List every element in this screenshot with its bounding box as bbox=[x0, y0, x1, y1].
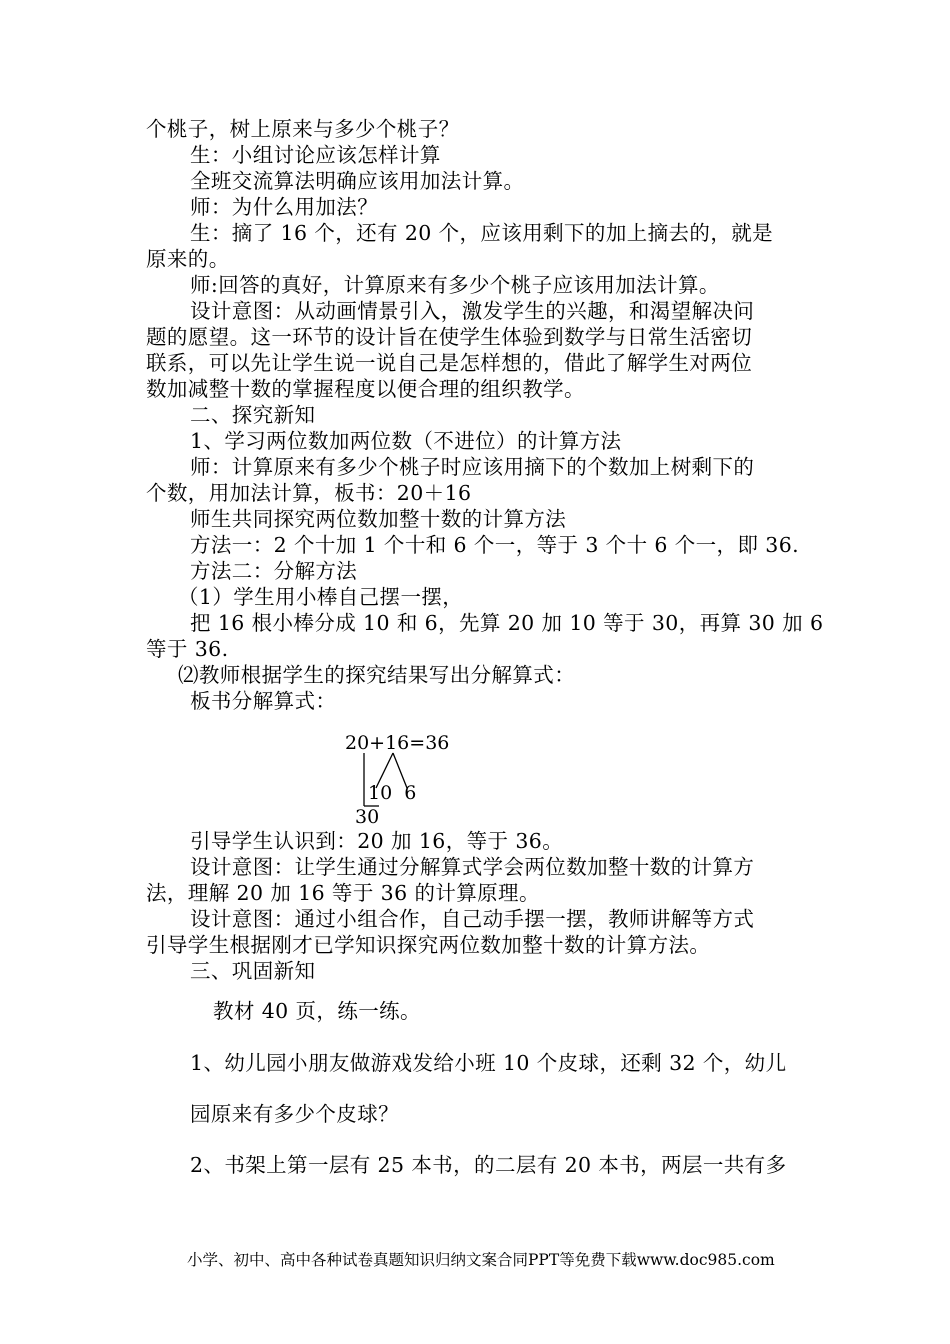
text-line: （1）学生用小棒自己摆一摆， bbox=[178, 585, 464, 609]
equation-split: 10 6 bbox=[368, 782, 417, 804]
text-line: 等于 36. bbox=[146, 637, 229, 661]
text-line: 联系，可以先让学生说一说自己是怎样想的，借此了解学生对两位 bbox=[146, 351, 753, 375]
text-line: 个数，用加法计算，板书：20＋16 bbox=[146, 481, 472, 505]
text-line: 设计意图：通过小组合作，自己动手摆一摆，教师讲解等方式 bbox=[190, 907, 755, 931]
text-line: 全班交流算法明确应该用加法计算。 bbox=[190, 169, 525, 193]
equation-expression: 20+16=36 bbox=[345, 732, 450, 754]
section-heading: 二、探究新知 bbox=[190, 403, 316, 427]
exercise-item: 1、幼儿园小朋友做游戏发给小班 10 个皮球，还剩 32 个，幼儿 bbox=[190, 1051, 787, 1075]
text-line: 师：计算原来有多少个桃子时应该用摘下的个数加上树剩下的 bbox=[190, 455, 755, 479]
exercise-item: 2、书架上第一层有 25 本书，的二层有 20 本书，两层一共有多 bbox=[190, 1153, 787, 1177]
text-line: 方法一：2 个十加 1 个十和 6 个一，等于 3 个十 6 个一，即 36. bbox=[190, 533, 800, 557]
text-line: 个桃子，树上原来与多少个桃子？ bbox=[146, 117, 460, 141]
text-line: 数加减整十数的掌握程度以便合理的组织教学。 bbox=[146, 377, 585, 401]
text-line: ⑵教师根据学生的探究结果写出分解算式： bbox=[178, 663, 576, 687]
text-line: 法，理解 20 加 16 等于 36 的计算原理。 bbox=[146, 881, 540, 905]
text-line: 师:回答的真好，计算原来有多少个桃子应该用加法计算。 bbox=[190, 273, 720, 297]
text-line: 题的愿望。这一环节的设计旨在使学生体验到数学与日常生活密切 bbox=[146, 325, 753, 349]
text-line: 师：为什么用加法？ bbox=[190, 195, 379, 219]
page-footer: 小学、初中、高中各种试卷真题知识归纳文案合同PPT等免费下载www.doc985.com bbox=[187, 1251, 775, 1269]
text-line: 1、学习两位数加两位数（不进位）的计算方法 bbox=[190, 429, 622, 453]
text-line: 教材 40 页，练一练。 bbox=[213, 999, 421, 1023]
text-line: 引导学生根据刚才已学知识探究两位数加整十数的计算方法。 bbox=[146, 933, 711, 957]
text-line: 板书分解算式： bbox=[190, 689, 337, 713]
text-line: 师生共同探究两位数加整十数的计算方法 bbox=[190, 507, 567, 531]
text-line: 生：小组讨论应该怎样计算 bbox=[190, 143, 441, 167]
text-line: 把 16 根小棒分成 10 和 6，先算 20 加 10 等于 30，再算 30 加 6 bbox=[190, 611, 824, 635]
text-line: 生：摘了 16 个，还有 20 个，应该用剩下的加上摘去的，就是 bbox=[190, 221, 774, 245]
equation-result: 30 bbox=[355, 806, 380, 828]
exercise-item-cont: 园原来有多少个皮球？ bbox=[190, 1102, 399, 1126]
text-line: 设计意图：从动画情景引入，激发学生的兴趣，和渴望解决问 bbox=[190, 299, 755, 323]
text-line: 引导学生认识到：20 加 16，等于 36。 bbox=[190, 829, 564, 853]
text-line: 方法二：分解方法 bbox=[190, 559, 358, 583]
text-line: 设计意图：让学生通过分解算式学会两位数加整十数的计算方 bbox=[190, 855, 755, 879]
text-line: 原来的。 bbox=[146, 247, 230, 271]
section-heading: 三、巩固新知 bbox=[190, 959, 316, 983]
